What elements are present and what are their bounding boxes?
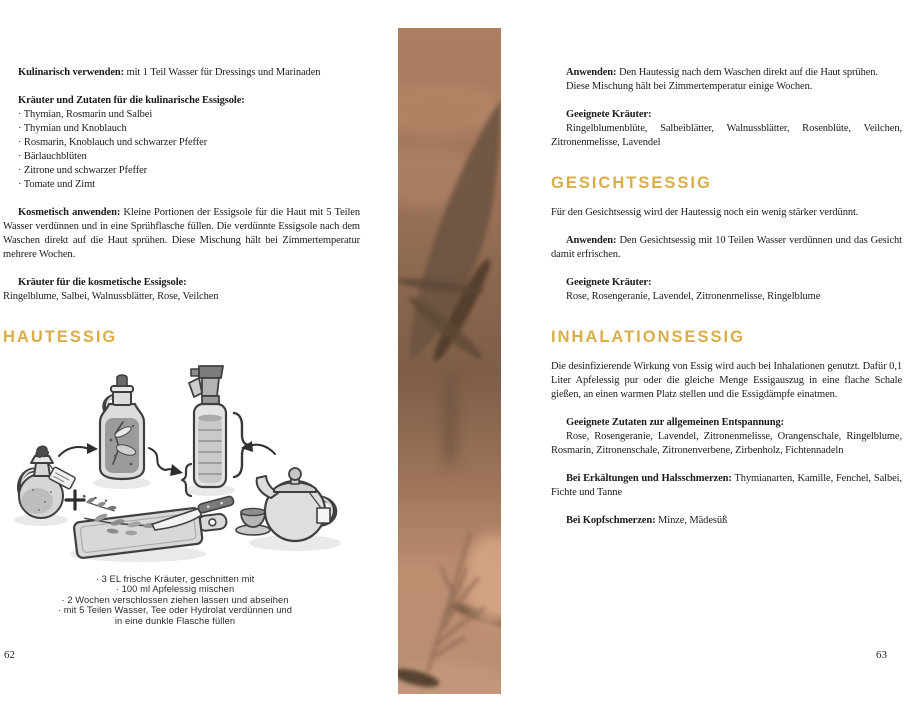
caption-line: in eine dunkle Flasche füllen <box>114 615 236 626</box>
list-item: · Tomate und Zimt <box>18 179 95 190</box>
anwenden-text: Den Gesichtsessig mit 10 Teilen Wasser verdünnen und das Gesicht damit erfrischen. <box>551 235 902 260</box>
kosmetisch-lead: Kosmetisch anwenden: <box>18 207 121 218</box>
right-page <box>551 66 902 542</box>
kosmetisch-list-heading: Kräuter für die kosmetische Essigsole: <box>18 277 187 288</box>
kulinarisch-lead: Kulinarisch verwenden: <box>18 67 125 78</box>
vinegar-cruet-drawing <box>19 446 76 518</box>
caption-line: · 100 ml Apfelessig mischen <box>115 584 235 595</box>
list-item: · Zitrone und schwarzer Pfeffer <box>18 165 148 176</box>
inhalationsessig-heading: INHALATIONSESSIG <box>551 328 745 346</box>
caption-line: · mit 5 Teilen Wasser, Tee oder Hydrolat verdünnen und <box>57 605 293 616</box>
teapot-drawing <box>236 468 335 541</box>
rosemary-photo-strip <box>398 28 501 694</box>
hautessig-anwenden-paragraph <box>551 66 902 94</box>
page-number-right: 63 <box>876 649 887 661</box>
kulinarisch-text: mit 1 Teil Wasser für Dressings und Marinaden <box>124 67 321 78</box>
herb-bottle-drawing <box>100 375 144 479</box>
anwenden-line1: Den Hautessig nach dem Waschen direkt auf die Haut sprühen. <box>616 67 878 78</box>
erkaeltungen-lead: Bei Erkältungen und Halsschmerzen: <box>566 473 732 484</box>
arrow-icon <box>59 443 98 456</box>
kosmetisch-text: Kleine Portionen der Essigsole für die Haut mit 5 Teilen Wasser verdünnen und in eine Sprühflasche füllen. Die verdünnte Essigsole nach dem Waschen direkt auf die Haut sprühen. Diese Mischung hält bei Zimmertemperatur mehrere Wochen. <box>3 207 360 260</box>
plus-sign <box>66 491 84 509</box>
caption-line: · 3 EL frische Kräuter, geschnitten mit <box>95 574 255 584</box>
gesichtsessig-kraeuter-heading: Geeignete Kräuter: <box>566 277 652 288</box>
teabag-tag <box>317 508 330 523</box>
gesichtsessig-intro: Für den Gesichtsessig wird der Hautessig noch ein wenig stärker verdünnt. <box>551 207 859 218</box>
gesichtsessig-heading: GESICHTSESSIG <box>551 174 712 192</box>
hautessig-illustration <box>3 360 343 566</box>
illustration-caption <box>25 574 325 626</box>
hautessig-kraeuter-list: Ringelblumenblüte, Salbeiblätter, Walnussblätter, Rosenblüte, Veilchen, Zitronenmelisse, Lavendel <box>551 123 902 148</box>
list-item: · Thymian, Rosmarin und Salbei <box>18 109 153 120</box>
gesichtsessig-kraeuter-list: Rose, Rosengeranie, Lavendel, Zitronenmelisse, Ringelblume <box>566 291 821 302</box>
hautessig-kraeuter-heading: Geeignete Kräuter: <box>566 109 652 120</box>
kopfschmerzen-paragraph <box>551 514 902 528</box>
anwenden-line2: Diese Mischung hält bei Zimmertemperatur einige Wochen. <box>566 81 813 92</box>
list-item: · Bärlauchblüten <box>18 151 87 162</box>
kulinarisch-list-block <box>3 94 360 192</box>
kosmetisch-list: Ringelblume, Salbei, Walnussblätter, Rose, Veilchen <box>3 291 219 302</box>
anwenden-lead: Anwenden: <box>566 235 617 246</box>
kulinarisch-paragraph <box>3 66 360 80</box>
anwenden-lead: Anwenden: <box>566 67 617 78</box>
zutaten-list: Rose, Rosengeranie, Lavendel, Zitronenmelisse, Orangenschale, Ringelblume, Rosmarin, Zitronenschale, Zitronenverbene, Zirbenholz, Fichtennadeln <box>551 431 902 456</box>
page-number-left: 62 <box>4 649 15 661</box>
list-item: · Rosmarin, Knoblauch und schwarzer Pfeffer <box>18 137 208 148</box>
kulinarisch-list-heading: Kräuter und Zutaten für die kulinarische Essigsole: <box>18 95 245 106</box>
kopfschmerzen-text: Minze, Mädesüß <box>655 515 728 526</box>
erkaeltungen-text: Thymianarten, Kamille, Fenchel, Salbei, Fichte und Tanne <box>551 473 902 498</box>
left-page <box>3 66 360 626</box>
gesichtsessig-anwenden-paragraph <box>551 234 902 262</box>
caption-line: · 2 Wochen verschlossen ziehen lassen und abseihen <box>61 594 289 605</box>
kosmetisch-paragraph <box>3 206 360 262</box>
squiggle-arrow-icon <box>149 448 183 476</box>
list-item: · Thymian und Knoblauch <box>18 123 127 134</box>
zutaten-heading: Geeignete Zutaten zur allgemeinen Entspannung: <box>566 417 785 428</box>
spray-bottle-drawing <box>182 366 248 496</box>
inhalationsessig-intro: Die desinfizierende Wirkung von Essig wird auch bei Inhalationen genutzt. Dafür 0,1 Liter Apfelessig pur oder die gleiche Menge Essigauszug in eine flache Schale gießen, an einen warmen Platz stellen und die Essigdämpfe einatmen. <box>551 361 902 400</box>
erkaeltungen-paragraph <box>551 472 902 500</box>
hautessig-heading: HAUTESSIG <box>3 328 118 346</box>
kopfschmerzen-lead: Bei Kopfschmerzen: <box>566 515 656 526</box>
